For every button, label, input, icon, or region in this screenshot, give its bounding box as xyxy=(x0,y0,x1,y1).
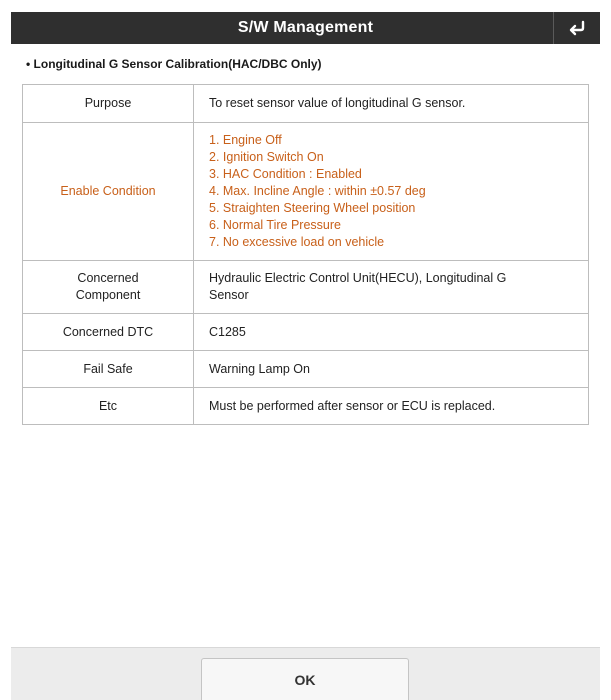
concerned-component-value xyxy=(194,261,589,314)
concerned-component-label xyxy=(23,261,194,314)
table-row-concerned-dtc xyxy=(23,314,589,351)
concerned-component-value-line2: Sensor xyxy=(209,288,249,302)
table-row-etc xyxy=(23,388,589,425)
fail-safe-value: Warning Lamp On xyxy=(194,351,589,388)
table-row-enable-condition xyxy=(23,123,589,261)
return-arrow-icon xyxy=(567,20,587,36)
condition-item: 2. Ignition Switch On xyxy=(209,150,324,164)
etc-value: Must be performed after sensor or ECU is replaced. xyxy=(194,388,589,425)
condition-item: 4. Max. Incline Angle : within ±0.57 deg xyxy=(209,184,426,198)
concerned-component-value-line1: Hydraulic Electric Control Unit(HECU), Longitudinal G xyxy=(209,271,507,285)
table-row-purpose xyxy=(23,85,589,123)
enable-condition-label: Enable Condition xyxy=(23,123,194,261)
page-title: S/W Management xyxy=(237,19,374,36)
condition-item: 5. Straighten Steering Wheel position xyxy=(209,201,416,215)
table-row-concerned-component xyxy=(23,261,589,314)
purpose-label: Purpose xyxy=(23,85,194,123)
condition-item: 1. Engine Off xyxy=(209,133,282,147)
purpose-value: To reset sensor value of longitudinal G sensor. xyxy=(194,85,589,123)
info-table xyxy=(22,84,589,425)
enable-condition-value xyxy=(194,123,589,261)
concerned-dtc-label: Concerned DTC xyxy=(23,314,194,351)
condition-item: 6. Normal Tire Pressure xyxy=(209,218,341,232)
concerned-dtc-value: C1285 xyxy=(194,314,589,351)
procedure-title: • Longitudinal G Sensor Calibration(HAC/DBC Only) xyxy=(26,57,322,71)
condition-item: 3. HAC Condition : Enabled xyxy=(209,167,362,181)
condition-item: 7. No excessive load on vehicle xyxy=(209,235,385,249)
table-row-fail-safe xyxy=(23,351,589,388)
footer-bar xyxy=(11,647,600,700)
fail-safe-label: Fail Safe xyxy=(23,351,194,388)
ok-button[interactable]: OK xyxy=(201,658,409,700)
title-bar xyxy=(11,12,600,44)
etc-label: Etc xyxy=(23,388,194,425)
back-button[interactable] xyxy=(553,12,600,44)
concerned-component-label-line2: Component xyxy=(75,288,141,302)
condition-list xyxy=(209,132,578,251)
concerned-component-label-line1: Concerned xyxy=(77,271,139,285)
